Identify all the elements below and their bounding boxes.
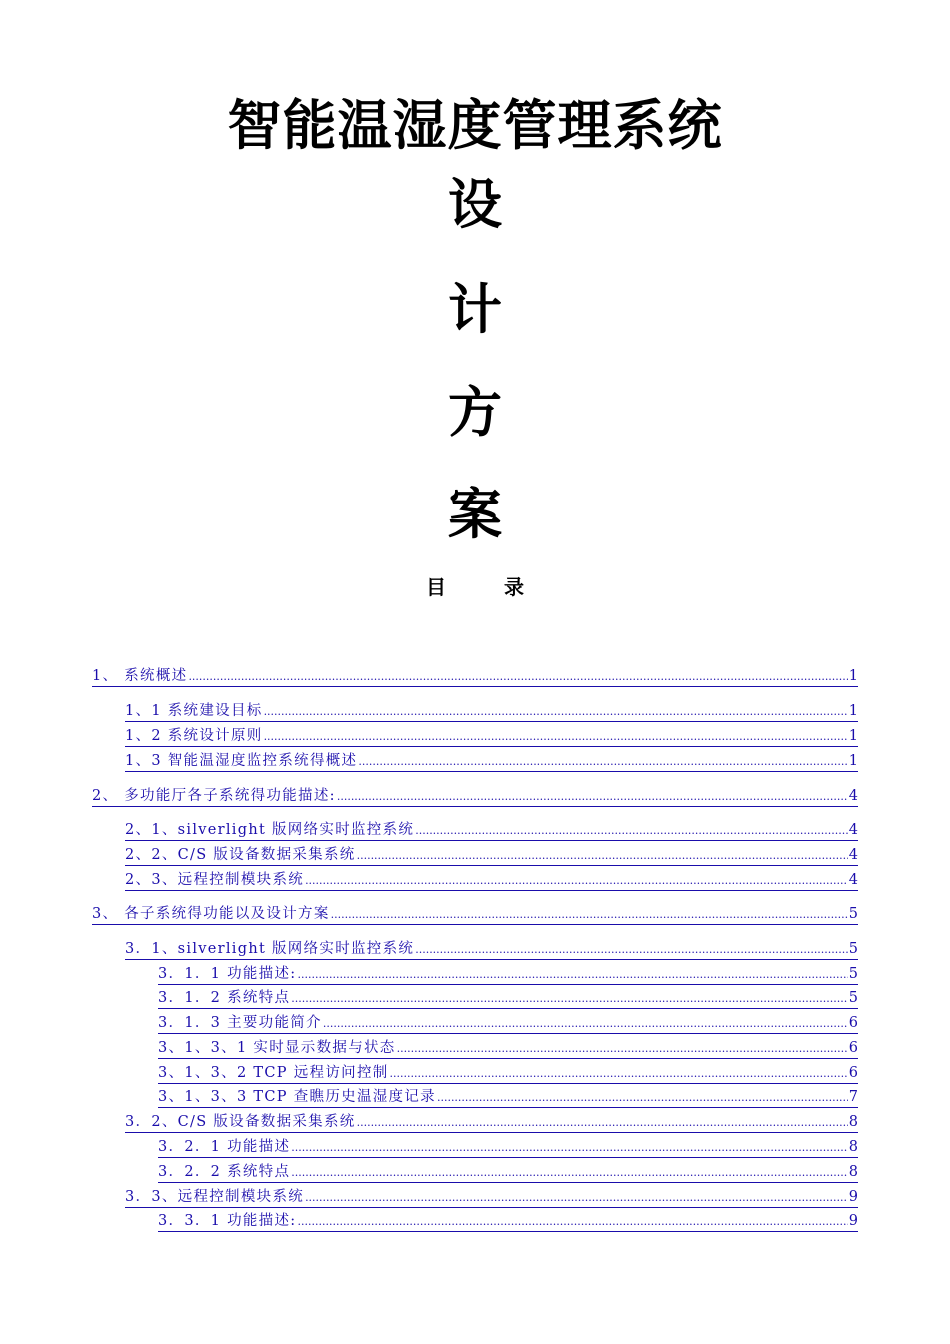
toc-leader: [390, 1064, 848, 1084]
toc-entry-label: 1、2 系统设计原则: [125, 728, 263, 744]
toc-entry[interactable]: [158, 964, 858, 985]
toc-entry-label: 3．3．1 功能描述:: [158, 1213, 297, 1229]
toc-entry-page: 1: [848, 753, 858, 769]
toc-leader: [358, 752, 847, 772]
toc-entry-label: 3．1、silverlight 版网络实时监控系统: [125, 941, 415, 957]
toc-leader: [331, 905, 848, 925]
toc-entry-label: 3、1、3、3 TCP 查瞧历史温湿度记录: [158, 1089, 436, 1105]
toc-leader: [291, 1138, 847, 1158]
toc-entry[interactable]: [158, 1087, 858, 1108]
toc-entry[interactable]: [125, 751, 858, 772]
toc-entry[interactable]: [125, 870, 858, 891]
toc-entry[interactable]: [125, 1112, 858, 1133]
title-char-2: 计: [448, 278, 502, 341]
toc-entry-label: 2、1、silverlight 版网络实时监控系统: [125, 822, 415, 838]
toc-entry[interactable]: [125, 701, 858, 722]
toc-leader: [415, 821, 848, 841]
title-char-3: 方: [448, 381, 502, 444]
toc-leader: [337, 787, 848, 807]
toc-leader: [291, 1163, 847, 1183]
toc-entry-label: 2、2、C/S 版设备数据采集系统: [125, 847, 356, 863]
toc-leader: [297, 1212, 847, 1232]
toc-entry-page: 5: [848, 966, 858, 982]
toc-entry[interactable]: [158, 1038, 858, 1059]
toc-heading: [0, 573, 950, 601]
toc-entry-page: 8: [848, 1139, 858, 1155]
toc-entry-page: 9: [848, 1189, 858, 1205]
toc-entry-page: 5: [848, 906, 858, 922]
toc-entry-label: 1、1 系统建设目标: [125, 703, 263, 719]
toc-entry[interactable]: [92, 666, 858, 687]
toc-leader: [291, 989, 847, 1009]
toc-leader: [397, 1039, 848, 1059]
toc-entry[interactable]: [158, 1162, 858, 1183]
toc-entry-page: 1: [848, 728, 858, 744]
toc-entry[interactable]: [92, 786, 858, 807]
toc-leader: [357, 846, 848, 866]
toc-entry-label: 3、1、3、1 实时显示数据与状态: [158, 1040, 396, 1056]
toc-entry[interactable]: [158, 988, 858, 1009]
toc-entry[interactable]: [158, 1013, 858, 1034]
toc-entry-page: 1: [848, 668, 858, 684]
toc-entry[interactable]: [158, 1063, 858, 1084]
toc-entry-page: 5: [848, 941, 858, 957]
toc-entry-page: 4: [848, 822, 858, 838]
toc-leader: [305, 871, 848, 891]
toc-heading-left: 目: [426, 575, 446, 599]
document-title: 智能温湿度管理系统: [227, 94, 723, 157]
toc-leader: [264, 727, 848, 747]
toc-entry-label: 3．1．2 系统特点: [158, 990, 291, 1006]
toc-entry-label: 2、3、远程控制模块系统: [125, 872, 305, 888]
toc-entry-page: 4: [848, 872, 858, 888]
toc-entry-label: 3．2、C/S 版设备数据采集系统: [125, 1114, 356, 1130]
toc-entry-label: 3．2．1 功能描述: [158, 1139, 291, 1155]
title-char-1: 设: [448, 173, 502, 236]
toc-entry-label: 1、3 智能温湿度监控系统得概述: [125, 753, 358, 769]
toc-entry-page: 9: [848, 1213, 858, 1229]
toc-entry[interactable]: [158, 1211, 858, 1232]
toc-leader: [264, 702, 848, 722]
toc-entry-page: 4: [848, 788, 858, 804]
toc-entry[interactable]: [125, 726, 858, 747]
toc-entry-label: 3．1．1 功能描述:: [158, 966, 297, 982]
toc-entry[interactable]: [158, 1137, 858, 1158]
toc-entry-label: 3．2．2 系统特点: [158, 1164, 291, 1180]
toc-entry[interactable]: [125, 939, 858, 960]
toc-heading-right: 录: [504, 575, 524, 599]
toc-entry[interactable]: [125, 820, 858, 841]
toc-entry-page: 4: [848, 847, 858, 863]
toc-entry-label: 1、 系统概述: [92, 668, 188, 684]
title-char-4: 案: [448, 483, 502, 546]
toc-entry-label: 2、 多功能厅各子系统得功能描述:: [92, 788, 336, 804]
toc-leader: [357, 1113, 848, 1133]
toc-entry[interactable]: [125, 845, 858, 866]
toc-entry-page: 6: [848, 1065, 858, 1081]
toc-entry-page: 8: [848, 1164, 858, 1180]
toc-leader: [305, 1188, 848, 1208]
toc-entry-label: 3．1．3 主要功能简介: [158, 1015, 322, 1031]
toc-entry-page: 5: [848, 990, 858, 1006]
toc-entry-page: 7: [848, 1089, 858, 1105]
toc-entry-page: 6: [848, 1015, 858, 1031]
toc-entry[interactable]: [92, 904, 858, 925]
toc-entry-label: 3、 各子系统得功能以及设计方案: [92, 906, 330, 922]
toc-entry-label: 3、1、3、2 TCP 远程访问控制: [158, 1065, 389, 1081]
toc-leader: [297, 965, 847, 985]
toc-leader: [415, 940, 848, 960]
toc-entry-page: 8: [848, 1114, 858, 1130]
toc-entry-page: 6: [848, 1040, 858, 1056]
toc-entry[interactable]: [125, 1187, 858, 1208]
toc-leader: [188, 667, 847, 687]
toc-leader: [323, 1014, 848, 1034]
toc-leader: [437, 1088, 848, 1108]
toc-entry-page: 1: [848, 703, 858, 719]
toc-entry-label: 3．3、远程控制模块系统: [125, 1189, 305, 1205]
